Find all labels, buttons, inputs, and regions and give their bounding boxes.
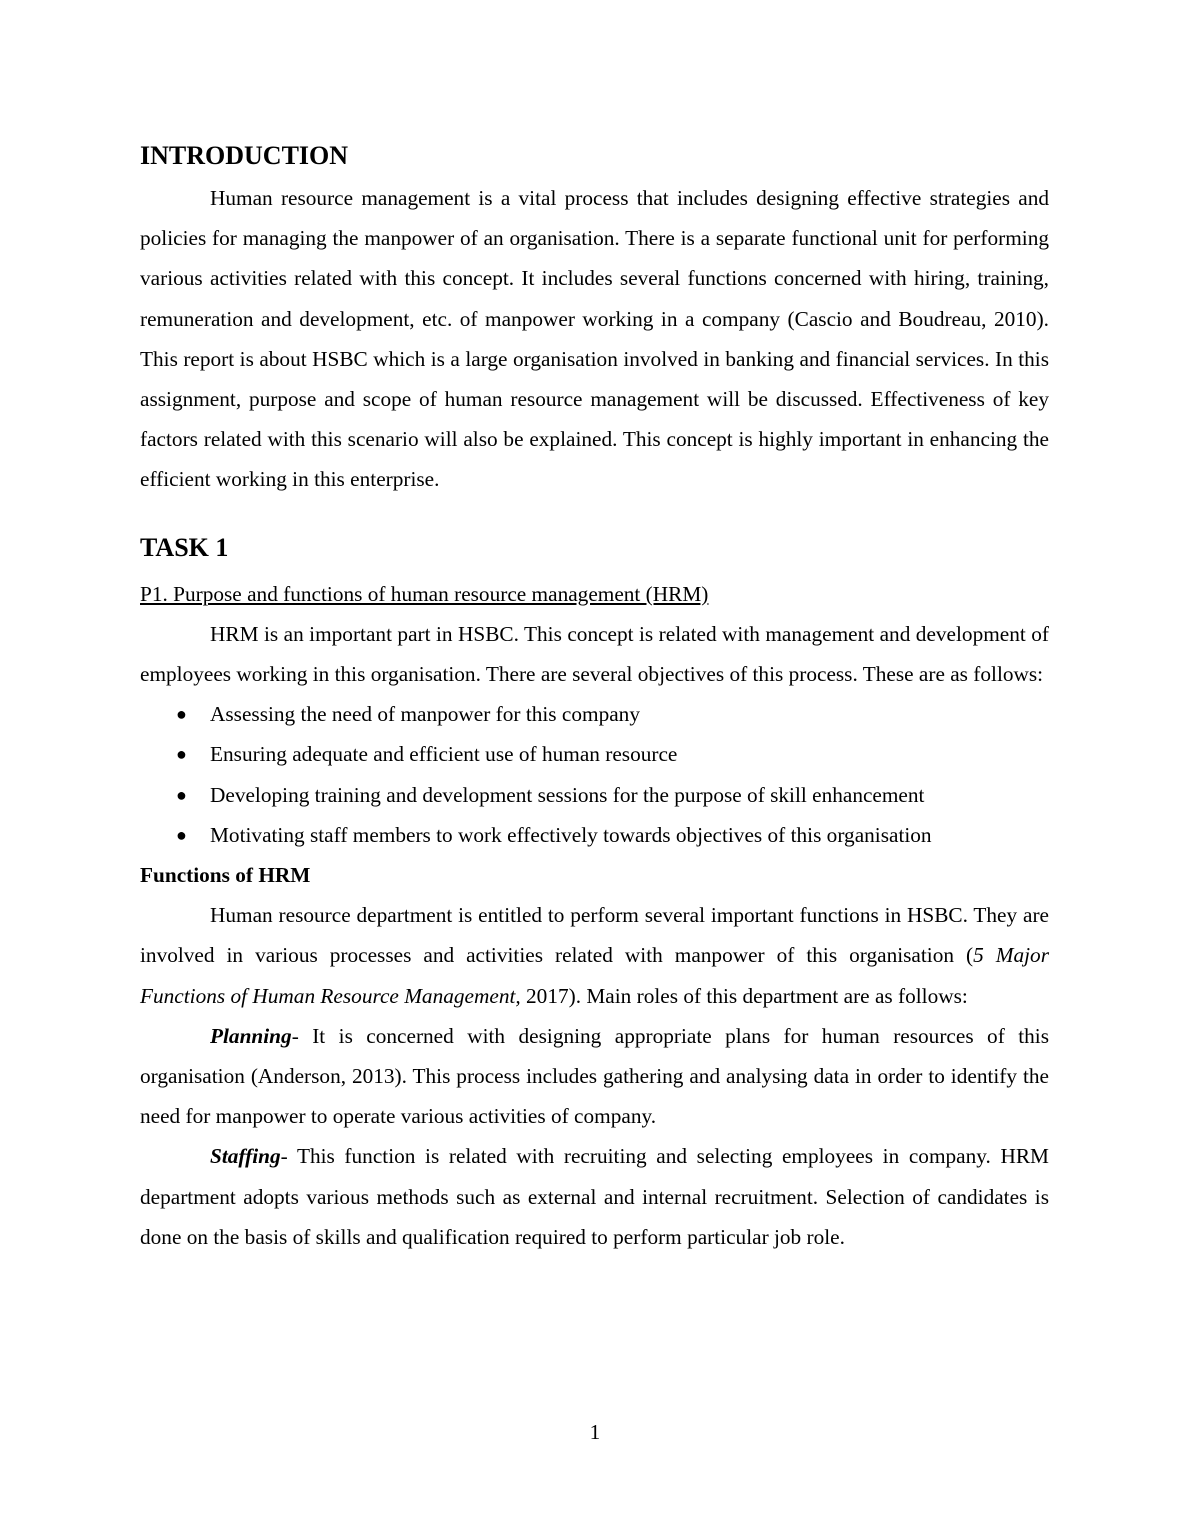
- staffing-term: Staffing: [210, 1144, 281, 1169]
- objectives-list: [140, 694, 1049, 855]
- introduction-paragraph: Human resource management is a vital process that includes designing effective strategies and policies for managing the manpower of an organisation. There is a separate functional unit for performing various activities related with this concept. It includes several functions concerned with hiring, training, remuneration and development, etc. of manpower working in a company (Cascio and Boudreau, 2010). This report is about HSBC which is a large organisation involved in banking and financial services. In this assignment, purpose and scope of human resource management will be discussed. Effectiveness of key factors related with this scenario will also be explained. This concept is highly important in enhancing the efficient working in this enterprise.: [140, 186, 1049, 492]
- planning-text: - It is concerned with designing appropriate plans for human resources of this organisation (Anderson, 2013). This process includes gathering and analysing data in order to identify the need for manpower to operate various activities of company.: [140, 1023, 1049, 1129]
- task1-paragraph: HRM is an important part in HSBC. This concept is related with management and development of employees working in this organisation. There are several objectives of this process. These are as follows:: [140, 621, 1049, 687]
- task1-subheading: P1. Purpose and functions of human resource management (HRM): [140, 581, 709, 606]
- functions-paragraph: [140, 895, 1049, 1016]
- functions-citation-title: 5 Major Functions of Human Resource Management,: [140, 943, 1049, 1008]
- functions-heading: Functions of HRM: [140, 863, 311, 888]
- introduction-heading: INTRODUCTION: [140, 141, 349, 170]
- staffing-text: - This function is related with recruiting and selecting employees in company. HRM department adopts various methods such as external and internal recruitment. Selection of candidates is done on the basis of skills and qualification required to perform particular job role.: [140, 1144, 1049, 1249]
- list-item: [140, 694, 1049, 734]
- document-page: [140, 138, 1049, 1257]
- task1-heading: TASK 1: [140, 532, 229, 562]
- functions-text-start: Human resource department is entitled to perform several important functions in HSBC. They are involved in various processes and activities related with manpower of this organisation (: [140, 903, 1049, 968]
- list-item-text: Assessing the need of manpower for this company: [210, 702, 640, 727]
- bullet-icon: ●: [176, 704, 187, 725]
- page-number: 1: [589, 1420, 601, 1444]
- list-item-text: Motivating staff members to work effectively towards objectives of this organisation: [210, 822, 932, 847]
- list-item: [140, 815, 1049, 855]
- bullet-icon: ●: [176, 824, 187, 845]
- bullet-icon: ●: [176, 784, 187, 805]
- planning-paragraph: [140, 1016, 1049, 1137]
- list-item: [140, 734, 1049, 774]
- planning-term: Planning: [210, 1023, 292, 1048]
- list-item: [140, 775, 1049, 815]
- bullet-icon: ●: [176, 744, 187, 765]
- functions-text-end: 2017). Main roles of this department are as follows:: [520, 983, 968, 1008]
- list-item-text: Developing training and development sessions for the purpose of skill enhancement: [210, 782, 925, 807]
- staffing-paragraph: [140, 1136, 1049, 1257]
- list-item-text: Ensuring adequate and efficient use of human resource: [210, 742, 678, 767]
